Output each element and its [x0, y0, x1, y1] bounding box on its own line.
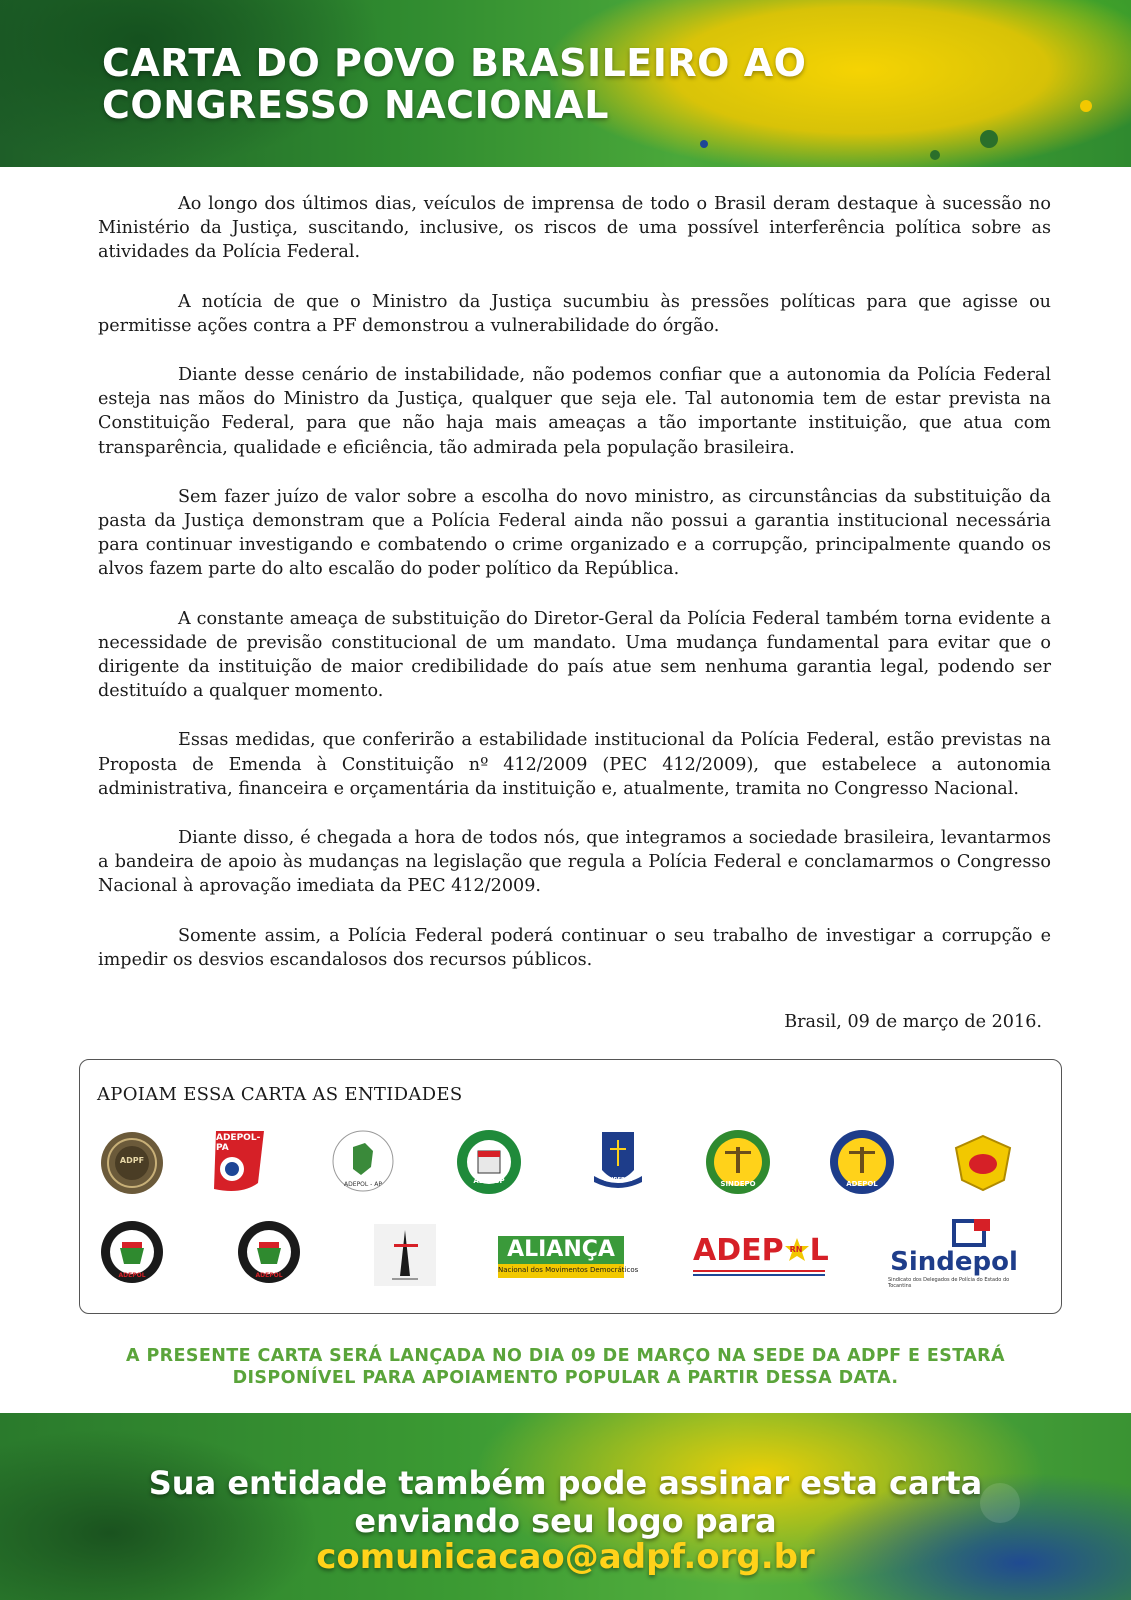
- paint-splatter: [1080, 100, 1092, 112]
- letter-paragraph: Ao longo dos últimos dias, veículos de imprensa de todo o Brasil deram destaque à sucessão no Ministério da Justiça, suscitando, inclusive, os riscos de uma possível interferência política sobre as atividades da Polícia Federal.: [98, 194, 1051, 263]
- supporters-box: [79, 1059, 1062, 1314]
- page-title: [102, 42, 806, 126]
- title-line-1: CARTA DO POVO BRASILEIRO AO: [102, 41, 807, 85]
- alianca-logo: [498, 1236, 639, 1278]
- sindepol-logo: [586, 1130, 650, 1196]
- adpesp-text: ADPESP: [473, 1177, 505, 1185]
- notice-line-2: DISPONÍVEL PARA APOIAMENTO POPULAR A PARTIR DESSA DATA.: [232, 1368, 899, 1388]
- footer-banner: [0, 1413, 1131, 1600]
- tower-emblem-logo: [374, 1224, 436, 1286]
- adepol-pb-2-logo: [237, 1220, 301, 1286]
- sindepol-to-subtitle: Sindicato dos Delegados de Polícia do Estado do Tocantins: [888, 1277, 1010, 1289]
- letter-paragraph: A notícia de que o Ministro da Justiça sucumbiu às pressões políticas para que agisse ou permitisse ações contra a PF demonstrou a vulnerabilidade do órgão.: [98, 291, 1051, 336]
- sindepol-to-title: Sindepol: [890, 1247, 1018, 1277]
- paint-splatter: [980, 130, 998, 148]
- adpf-logo-text: ADPF: [119, 1156, 145, 1165]
- letter-paragraph: Diante disso, é chegada a hora de todos nós, que integramos a sociedade brasileira, levantarmos a bandeira de apoio às mudanças na legislação que regula a Polícia Federal e conclamarmos o Congresso Nacional à aprovação imediata da PEC 412/2009.: [98, 828, 1051, 897]
- sindepol-text: SINDEPOL: [603, 1177, 633, 1183]
- adpesp-logo: [456, 1129, 522, 1195]
- adepol-pa-logo: [212, 1129, 266, 1195]
- star-icon: [784, 1237, 810, 1263]
- adepol-ap-logo: [331, 1129, 395, 1195]
- sindepol-to-logo: [886, 1219, 1022, 1289]
- launch-notice: [0, 1345, 1131, 1389]
- alianca-title: ALIANÇA: [498, 1236, 624, 1264]
- letter-paragraph: A constante ameaça de substituição do Diretor-Geral da Polícia Federal também torna evidente a necessidade de previsão constitucional de um mandato. Uma mudança fundamental para evitar que o dirigente da instituição de maior credibilidade do país atue sem nenhuma garantia legal, podendo ser destituído a qualquer momento.: [98, 608, 1051, 702]
- adepol-rn-right: L: [809, 1233, 829, 1268]
- delegados-badge-logo: [950, 1134, 1016, 1192]
- contact-email-link[interactable]: comunicacao@adpf.org.br: [316, 1537, 815, 1577]
- sindepo-text: SINDEPO: [720, 1180, 756, 1188]
- letter-paragraph: Essas medidas, que conferirão a estabilidade institucional da Polícia Federal, estão previstas na Proposta de Emenda à Constituição nº 412/2009 (PEC 412/2009), que estabelece a autonomia administrativa, financeira e orçamentária da instituição e, atualmente, tramita no Congresso Nacional.: [98, 730, 1051, 799]
- supporters-title: APOIAM ESSA CARTA AS ENTIDADES: [97, 1084, 463, 1105]
- adepol-rn-left: ADEP: [693, 1233, 784, 1268]
- adepol-seal-text: ADEPOL: [846, 1180, 878, 1188]
- adepol-rn-badge: RN: [789, 1245, 803, 1254]
- paint-splatter: [930, 150, 940, 160]
- alianca-subtitle: Nacional dos Movimentos Democráticos: [498, 1266, 639, 1274]
- letter-date-signature: Brasil, 09 de março de 2016.: [784, 1012, 1042, 1032]
- adepol-pa-text: ADEPOL-PA: [216, 1133, 261, 1153]
- header-banner: [0, 0, 1131, 167]
- letter-body: [98, 192, 1051, 997]
- adepol-pb-logo: [100, 1220, 164, 1286]
- adepol-pb-2-text: ADEPOL: [255, 1272, 283, 1279]
- letter-paragraph: Sem fazer juízo de valor sobre a escolha do novo ministro, as circunstâncias da substituição da pasta da Justiça demonstram que a Polícia Federal ainda não possui a garantia institucional necessária para continuar investigando e combatendo o crime organizado e a corrupção, principalmente quando os alvos fazem parte do alto escalão do poder político da República.: [98, 486, 1051, 580]
- letter-paragraph: Somente assim, a Polícia Federal poderá continuar o seu trabalho de investigar a corrupção e impedir os desvios escandalosos dos recursos públicos.: [98, 925, 1051, 970]
- title-line-2: CONGRESSO NACIONAL: [102, 83, 609, 127]
- adepol-ap-text: ADEPOL - AP: [344, 1181, 382, 1188]
- notice-line-1: A PRESENTE CARTA SERÁ LANÇADA NO DIA 09 DE MARÇO NA SEDE DA ADPF E ESTARÁ: [126, 1346, 1005, 1366]
- footer-line-1: Sua entidade também pode assinar esta carta: [148, 1464, 983, 1502]
- paint-splatter: [700, 140, 708, 148]
- letter-paragraph: Diante desse cenário de instabilidade, não podemos confiar que a autonomia da Polícia Federal esteja nas mãos do Ministro da Justiça, qualquer que seja ele. Tal autonomia tem de estar prevista na Constituição Federal, para que não haja mais ameaças a tão importante instituição, que atua com transparência, qualidade e eficiência, tão admirada pela população brasileira.: [98, 365, 1051, 458]
- adepol-seal-logo: [829, 1129, 895, 1195]
- adepol-rn-logo: [693, 1232, 829, 1280]
- adpf-logo: [100, 1131, 164, 1195]
- adepol-pb-text: ADEPOL: [118, 1272, 146, 1279]
- footer-line-2: enviando seu logo para: [354, 1502, 777, 1540]
- sindepo-logo: [705, 1129, 771, 1195]
